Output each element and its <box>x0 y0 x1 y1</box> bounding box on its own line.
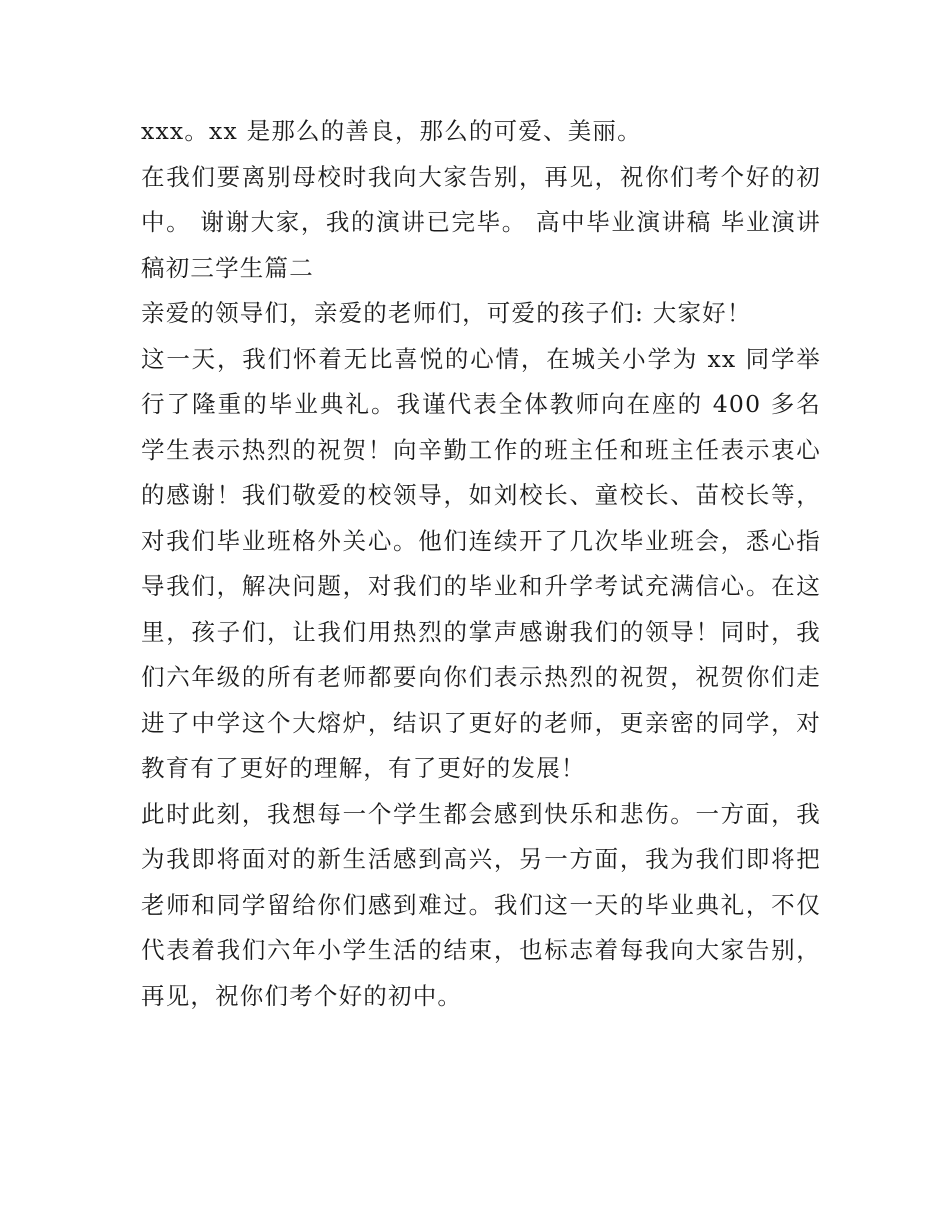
document-body <box>141 109 821 1019</box>
paragraph-4: 这一天，我们怀着无比喜悦的心情，在城关小学为 xx 同学举行了隆重的毕业典礼。我谨代表全体教师向在座的 400 多名学生表示热烈的祝贺！向辛勤工作的班主任和班主任表示衷心的感谢！我们敬爱的校领导，如刘校长、童校长、苗校长等，对我们毕业班格外关心。他们连续开了几次毕业班会，悉心指导我们，解决问题，对我们的毕业和升学考试充满信心。在这里，孩子们，让我们用热烈的掌声感谢我们的领导！同时，我们六年级的所有老师都要向你们表示热烈的祝贺，祝贺你们走进了中学这个大熔炉，结识了更好的老师，更亲密的同学，对教育有了更好的理解，有了更好的发展！ <box>141 344 821 782</box>
paragraph-5: 此时此刻，我想每一个学生都会感到快乐和悲伤。一方面，我为我即将面对的新生活感到高兴，另一方面，我为我们即将把老师和同学留给你们感到难过。我们这一天的毕业典礼，不仅代表着我们六年小学生活的结束，也标志着每我向大家告别，再见，祝你们考个好的初中。 <box>141 799 821 1010</box>
paragraph-1: xxx。xx 是那么的善良，那么的可爱、美丽。 <box>141 117 642 145</box>
paragraph-3: 亲爱的领导们，亲爱的老师们，可爱的孩子们: 大家好！ <box>141 299 752 327</box>
paragraph-2: 在我们要离别母校时我向大家告别，再见，祝你们考个好的初中。 谢谢大家，我的演讲已完毕。 高中毕业演讲稿 毕业演讲稿初三学生篇二 <box>141 162 821 282</box>
